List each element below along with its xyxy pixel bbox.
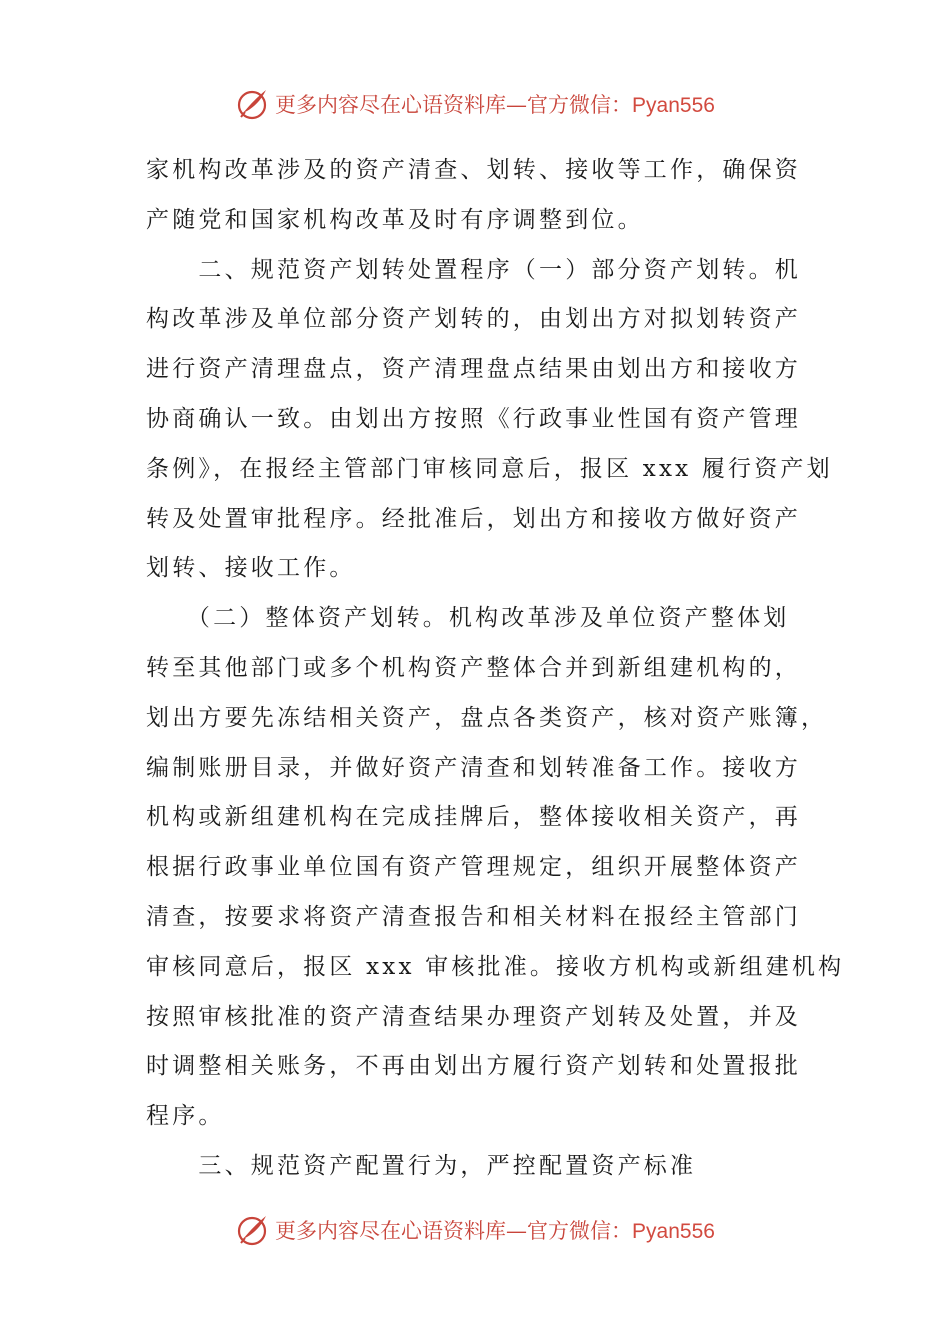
body-line: 转至其他部门或多个机构资产整体合并到新组建机构的， [146, 654, 801, 681]
body-line: 审核同意后，报区 xxx 审核批准。接收方机构或新组建机构 [146, 953, 845, 980]
section-heading-line: 二、规范资产划转处置程序（一）部分资产划转。机 [146, 256, 801, 283]
body-line: 进行资产清理盘点，资产清理盘点结果由划出方和接收方 [146, 356, 801, 383]
document-body [146, 146, 845, 1192]
watermark-text: 更多内容尽在心语资料库—官方微信：Pyan556 [275, 1219, 715, 1243]
body-line: 根据行政事业单位国有资产管理规定，组织开展整体资产 [146, 854, 801, 881]
quill-logo-icon [235, 1212, 271, 1248]
watermark-handle: Pyan556 [632, 94, 715, 117]
body-line: 构改革涉及单位部分资产划转的，由划出方对拟划转资产 [146, 306, 801, 333]
subsection-line: （二）整体资产划转。机构改革涉及单位资产整体划 [146, 605, 790, 632]
body-line: 清查，按要求将资产清查报告和相关材料在报经主管部门 [146, 903, 801, 930]
body-line: 按照审核批准的资产清查结果办理资产划转及处置，并及 [146, 1003, 801, 1030]
body-line: 划出方要先冻结相关资产，盘点各类资产，核对资产账簿， [146, 704, 828, 731]
body-line: 划转、接收工作。 [146, 555, 356, 582]
body-line: 家机构改革涉及的资产清查、划转、接收等工作，确保资 [146, 157, 801, 183]
body-line: 协商确认一致。由划出方按照《行政事业性国有资产管理 [146, 405, 801, 432]
watermark-handle: Pyan556 [632, 1220, 715, 1243]
body-line: 产随党和国家机构改革及时有序调整到位。 [146, 206, 644, 233]
watermark-text: 更多内容尽在心语资料库—官方微信：Pyan556 [275, 93, 715, 117]
body-line: 时调整相关账务，不再由划出方履行资产划转和处置报批 [146, 1053, 801, 1080]
header-watermark [0, 84, 950, 124]
footer-watermark [0, 1210, 950, 1250]
body-line: 机构或新组建机构在完成挂牌后，整体接收相关资产，再 [146, 804, 801, 831]
body-line: 程序。 [146, 1103, 225, 1130]
body-line: 转及处置审批程序。经批准后，划出方和接收方做好资产 [146, 505, 801, 532]
quill-logo-icon [235, 86, 271, 122]
body-line: 条例》，在报经主管部门审核同意后，报区 xxx 履行资产划 [146, 455, 833, 482]
section-heading-line: 三、规范资产配置行为，严控配置资产标准 [146, 1152, 697, 1179]
body-line: 编制账册目录，并做好资产清查和划转准备工作。接收方 [146, 754, 801, 781]
